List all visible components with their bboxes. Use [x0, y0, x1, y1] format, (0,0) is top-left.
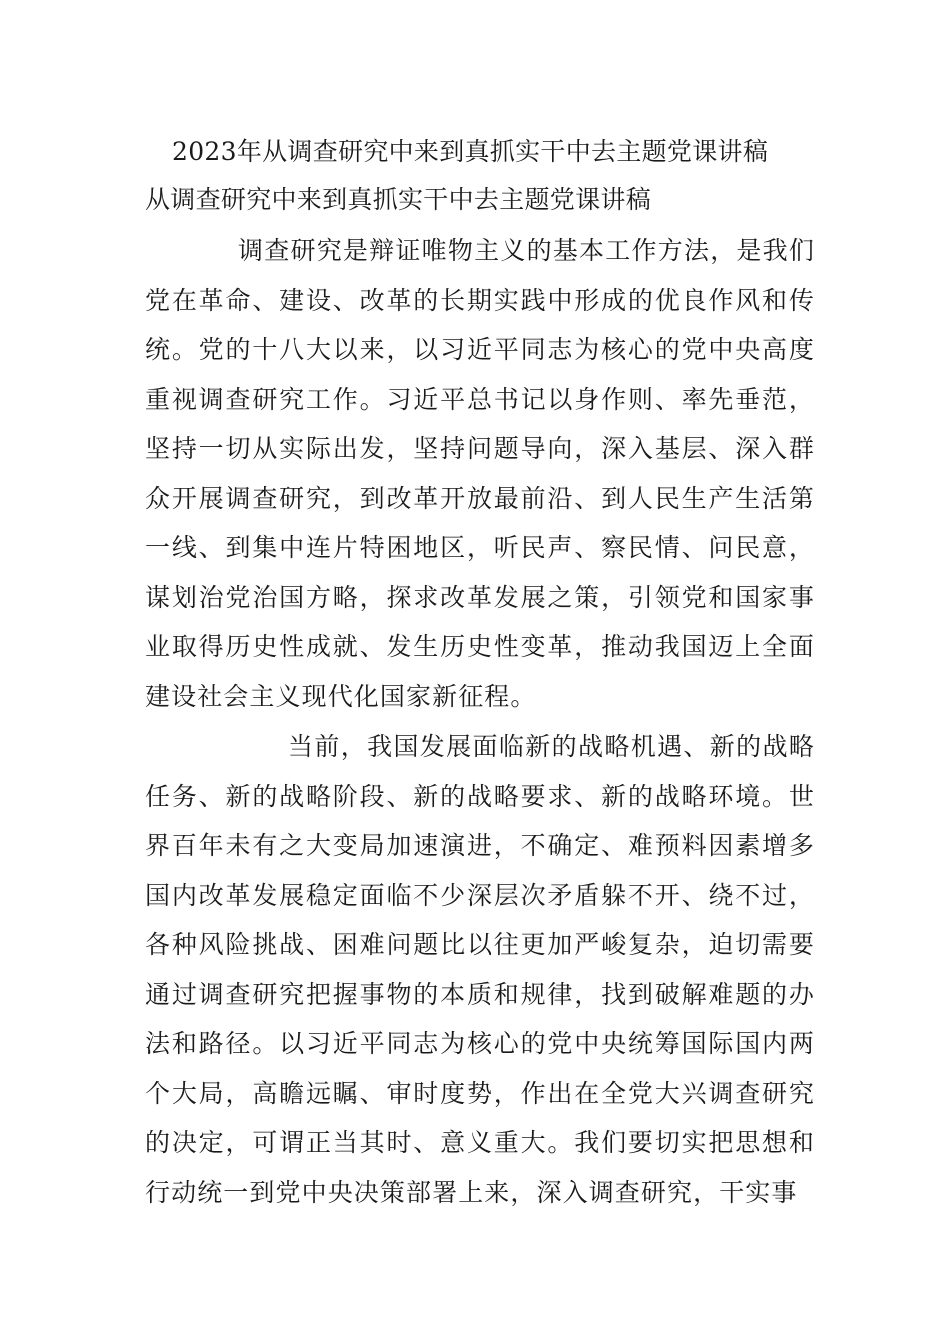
body-paragraph-2: 当前，我国发展面临新的战略机遇、新的战略任务、新的战略阶段、新的战略要求、新的战略环境。世界百年未有之大变局加速演进，不确定、难预料因素增多国内改革发展稳定面临不少深层次矛盾躲不开、绕不过，各种风险挑战、困难问题比以往更加严峻复杂，迫切需要通过调查研究把握事物的本质和规律，找到破解难题的办法和路径。以习近平同志为核心的党中央统筹国际国内两个大局，高瞻远瞩、审时度势，作出在全党大兴调查研究的决定，可谓正当其时、意义重大。我们要切实把思想和行动统一到党中央决策部署上来，深入调查研究，干实事: [145, 732, 815, 1207]
body-paragraph-1: 调查研究是辩证唯物主义的基本工作方法，是我们党在革命、建设、改革的长期实践中形成的优良作风和传统。党的十八大以来，以习近平同志为核心的党中央高度重视调查研究工作。习近平总书记以身作则、率先垂范，坚持一切从实际出发，坚持问题导向，深入基层、深入群众开展调查研究，到改革开放最前沿、到人民生产生活第一线、到集中连片特困地区，听民声、察民情、问民意，谋划治党治国方略，探求改革发展之策，引领党和国家事业取得历史性成就、发生历史性变革，推动我国迈上全面建设社会主义现代化国家新征程。: [145, 236, 815, 711]
document-subtitle: 从调查研究中来到真抓实干中去主题党课讲稿: [145, 185, 652, 214]
document-title: 2023年从调查研究中来到真抓实干中去主题党课讲稿: [172, 137, 769, 166]
